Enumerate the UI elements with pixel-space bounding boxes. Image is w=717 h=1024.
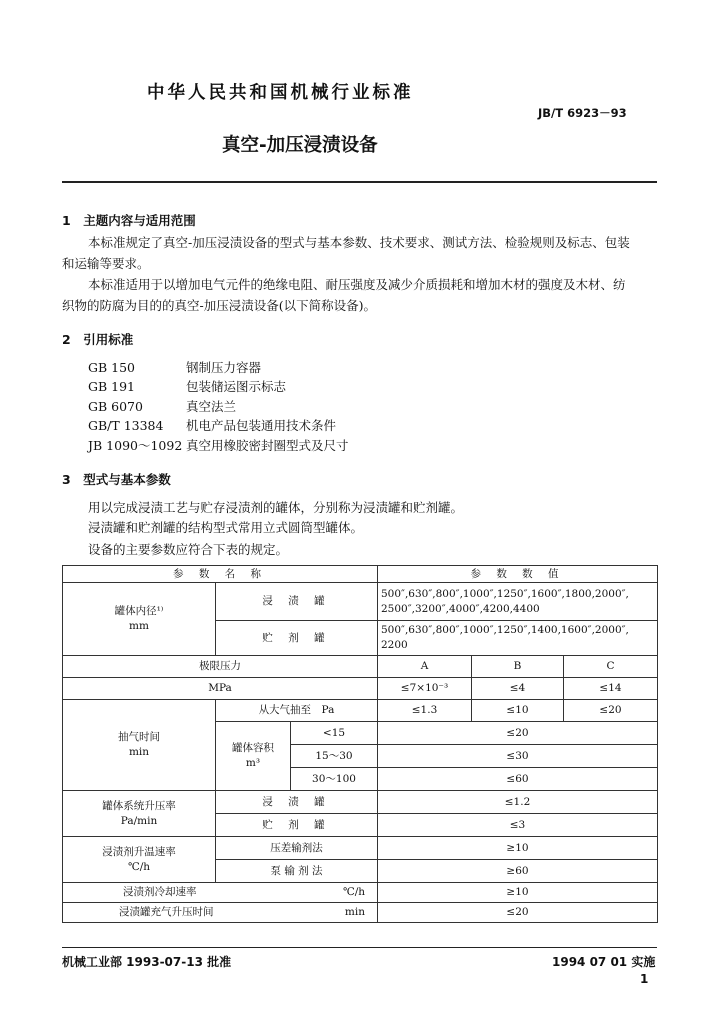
press-feed-value: ≥10	[378, 837, 658, 860]
ref-name: 包装储运图示标志	[186, 379, 287, 394]
grade-b: B	[472, 656, 564, 678]
store-tank-values: 500″,630″,800″,1000″,1250″,1400,1600″,2000″, 2200	[378, 621, 658, 656]
ref-code: GB 191	[88, 379, 136, 394]
ref-code: GB 6070	[88, 399, 143, 414]
footer-rule	[62, 947, 657, 948]
header-param-name: 参 数 名 称	[63, 566, 378, 583]
ref-code: GB 150	[88, 360, 136, 375]
pump-time-label: 抽气时间 min	[63, 700, 216, 791]
ref-name: 机电产品包装通用技术条件	[186, 418, 337, 433]
grade-a: A	[378, 656, 472, 678]
section1-p2-line1: 本标准适用于以增加电气元件的绝缘电阻、耐压强度及减少介质损耗和增加木材的强度及木材、纺	[88, 277, 626, 292]
volume-value: ≤20	[378, 722, 658, 745]
from-atm-c: ≤20	[564, 700, 658, 722]
volume-range: 15～30	[291, 745, 378, 768]
pump-feed-label: 泵 输 剂 法	[216, 860, 378, 883]
volume-value: ≤30	[378, 745, 658, 768]
section1-p1-line1: 本标准规定了真空-加压浸渍设备的型式与基本参数、技术要求、测试方法、检验规则及标志、包装	[88, 235, 630, 250]
volume-range: <15	[291, 722, 378, 745]
impreg-tank-values: 500″,630″,800″,1000″,1250″,1600″,1800,2000″, 2500″,3200″,4000″,4200,4400	[378, 583, 658, 621]
ref-name: 钢制压力容器	[186, 360, 262, 375]
ultimate-pressure-unit: MPa	[63, 678, 378, 700]
section1-p1-line2: 和运输等要求。	[62, 256, 150, 271]
section3-p3: 设备的主要参数应符合下表的规定。	[88, 542, 289, 557]
cool-rate-label: 浸渍剂冷却速率 ℃/h	[63, 883, 378, 903]
approval-note: 机械工业部 1993-07-13 批准	[62, 955, 232, 969]
effective-date: 1994 07 01 实施	[552, 955, 656, 969]
heat-rate-label: 浸渍剂升温速率 ℃/h	[63, 837, 216, 883]
impreg-tank-label: 浸 渍 罐	[216, 583, 378, 621]
issuing-agency: 中华人民共和国机械行业标准	[147, 83, 414, 103]
pressure-c: ≤14	[564, 678, 658, 700]
volume-range: 30～100	[291, 768, 378, 791]
section3-p1: 用以完成浸渍工艺与贮存浸渍剂的罐体，分别称为浸渍罐和贮剂罐。	[88, 500, 464, 515]
page-number: 1	[640, 972, 649, 986]
pressure-b: ≤4	[472, 678, 564, 700]
press-feed-label: 压差输剂法	[216, 837, 378, 860]
document-title: 真空-加压浸渍设备	[222, 135, 378, 156]
section1-p2-line2: 织物的防腐为目的的真空-加压浸渍设备(以下简称设备)。	[62, 298, 376, 313]
cool-rate-value: ≥10	[378, 883, 658, 903]
tank-diameter-label: 罐体内径¹⁾ mm	[63, 583, 216, 656]
from-atm-b: ≤10	[472, 700, 564, 722]
pressure-a: ≤7×10⁻³	[378, 678, 472, 700]
ref-code: GB/T 13384	[88, 418, 164, 433]
fill-time-label: 浸渍罐充气升压时间 min	[63, 903, 378, 923]
store-tank-label: 贮 剂 罐	[216, 621, 378, 656]
ref-code: JB 1090～1092	[88, 438, 183, 453]
pump-feed-value: ≥60	[378, 860, 658, 883]
tank-volume-label: 罐体容积 m³	[216, 722, 291, 791]
from-atm-a: ≤1.3	[378, 700, 472, 722]
ref-name: 真空法兰	[186, 399, 237, 414]
ref-name: 真空用橡胶密封圈型式及尺寸	[186, 438, 349, 453]
section1-heading: 1 主题内容与适用范围	[62, 213, 196, 228]
header-param-value: 参 数 数 值	[378, 566, 658, 583]
from-atm-label: 从大气抽至 Pa	[216, 700, 378, 722]
system-rise-label: 罐体系统升压率 Pa/min	[63, 791, 216, 837]
volume-value: ≤60	[378, 768, 658, 791]
standard-code: JB/T 6923－93	[538, 106, 627, 120]
rise-impreg-label: 浸 渍 罐	[216, 791, 378, 814]
grade-c: C	[564, 656, 658, 678]
rise-store-label: 贮 剂 罐	[216, 814, 378, 837]
header-rule	[62, 181, 657, 183]
section3-heading: 3 型式与基本参数	[62, 472, 171, 487]
rise-store-value: ≤3	[378, 814, 658, 837]
section3-p2: 浸渍罐和贮剂罐的结构型式常用立式圆筒型罐体。	[88, 520, 364, 535]
parameter-table	[62, 565, 658, 923]
fill-time-value: ≤20	[378, 903, 658, 923]
rise-impreg-value: ≤1.2	[378, 791, 658, 814]
ultimate-pressure-label: 极限压力	[63, 656, 378, 678]
section2-heading: 2 引用标准	[62, 332, 134, 347]
